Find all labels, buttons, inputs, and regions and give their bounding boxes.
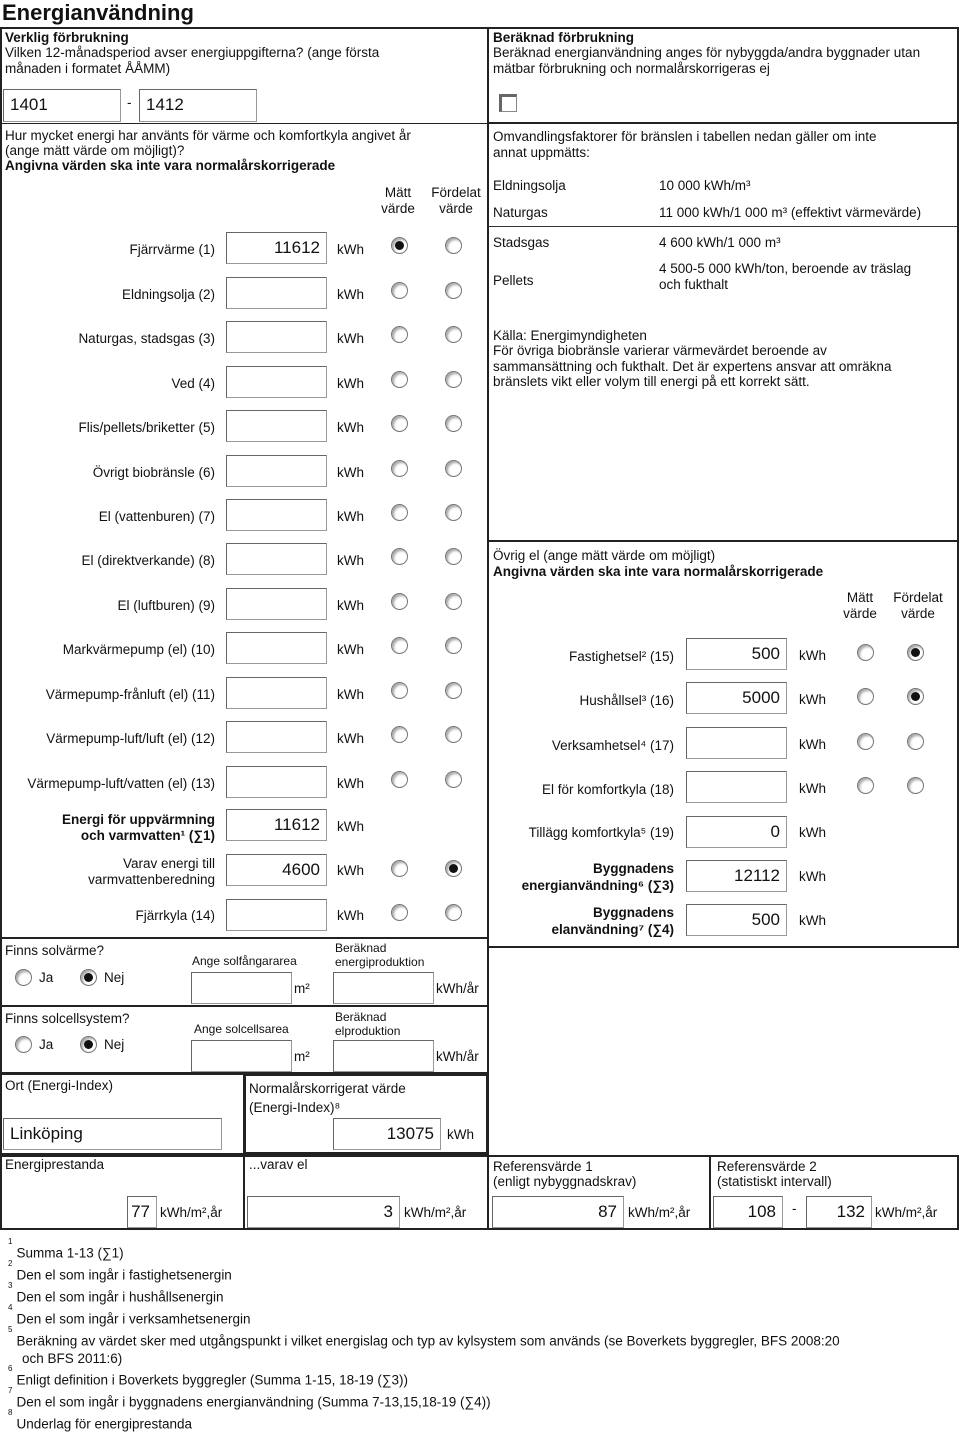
footnote	[8, 1325, 840, 1349]
ovrig-row-unit: kWh	[799, 692, 826, 707]
footnote-number: 4	[8, 1303, 13, 1312]
bygg-energi-unit: kWh	[799, 869, 826, 884]
ovrig-row-matt-radio[interactable]	[857, 688, 874, 705]
row-matt-radio[interactable]	[391, 593, 408, 610]
solcell-area-input[interactable]	[191, 1040, 292, 1072]
energy-note: Angivna värden ska inte vara normalårskorrigerade	[5, 158, 336, 173]
row-input[interactable]	[226, 588, 327, 620]
row-fordelat-radio[interactable]	[445, 593, 462, 610]
solvarme-area-input[interactable]	[191, 972, 292, 1004]
row-matt-radio[interactable]	[391, 771, 408, 788]
varmvatten-unit: kWh	[337, 863, 364, 878]
footnote-text: Enligt definition i Boverkets byggregler (Summa 1-15, 18-19 (∑3))	[16, 1372, 409, 1388]
row-matt-radio[interactable]	[391, 460, 408, 477]
row-label: Markvärmepump (el) (10)	[62, 642, 215, 657]
footnote-text: Den el som ingår i verksamhetsenergin	[16, 1311, 251, 1327]
footnote	[8, 1386, 491, 1410]
varav-el-unit: kWh/m²,år	[404, 1205, 467, 1220]
prestanda-input[interactable]: 77	[127, 1196, 157, 1228]
verklig-question: Vilken 12-månadsperiod avser energiuppgifterna? (ange första månaden i formatet ÅÅMM)	[5, 45, 380, 76]
energy-question: Hur mycket energi har använts för värme och komfortkyla angivet år (ange mätt värde om möjligt)?	[5, 128, 411, 158]
ort-label: Ort (Energi-Index)	[5, 1078, 114, 1093]
ref1-label-2: (enligt nybyggnadskrav)	[493, 1174, 637, 1189]
ref2-to-input[interactable]: 132	[806, 1196, 872, 1228]
row-input[interactable]	[226, 455, 327, 487]
row-input[interactable]	[226, 499, 327, 531]
row-fordelat-radio[interactable]	[445, 548, 462, 565]
ovrig-row-fordelat-radio[interactable]	[907, 777, 924, 794]
row-label: Värmepump-luft/luft (el) (12)	[46, 731, 215, 746]
omv-divider	[487, 226, 959, 227]
row-label: Värmepump-luft/vatten (el) (13)	[27, 776, 215, 791]
beraknad-checkbox[interactable]	[499, 94, 517, 112]
ovrig-row-label: Fastighetsel² (15)	[568, 649, 674, 664]
row-unit: kWh	[337, 598, 364, 613]
row-fordelat-radio[interactable]	[445, 282, 462, 299]
row-matt-radio[interactable]	[391, 637, 408, 654]
row-input[interactable]	[226, 410, 327, 442]
fjarrkyla-matt-radio[interactable]	[391, 904, 408, 921]
ref2-dash: -	[792, 1201, 797, 1216]
normal-label-2: (Energi-Index)⁸	[249, 1100, 341, 1115]
footnote-number: 5	[8, 1325, 13, 1334]
row-input[interactable]	[226, 277, 327, 309]
omv-value-3: 4 500-5 000 kWh/ton, beroende av träslag och fukthalt	[659, 261, 912, 292]
row-fordelat-radio[interactable]	[445, 460, 462, 477]
omv-value-1: 11 000 kWh/1 000 m³ (effektivt värmevärde)	[659, 205, 922, 220]
bygg-el-label-2: elanvändning⁷ (∑4)	[551, 922, 674, 937]
ref1-label-1: Referensvärde 1	[493, 1159, 593, 1174]
varmvatten-label-2: varmvattenberedning	[88, 872, 215, 887]
tillagg-label: Tillägg komfortkyla⁵ (19)	[528, 825, 674, 840]
row-fordelat-radio[interactable]	[445, 237, 462, 254]
omv-source-1: Källa: Energimyndigheten	[493, 328, 647, 343]
row-fordelat-radio[interactable]	[445, 326, 462, 343]
omv-name-1: Naturgas	[493, 205, 548, 220]
bygg-el-label	[552, 904, 674, 938]
solcell-prod-label: Beräknad elproduktion	[335, 1010, 401, 1038]
beraknad-text: Beräknad energianvändning anges för nybyggda/andra byggnader utan mätbar förbrukning och normalårskorrigeras ej	[493, 45, 921, 76]
solcell-divider	[0, 1005, 489, 1007]
fjarrkyla-label: Fjärrkyla (14)	[135, 908, 215, 923]
varmvatten-matt-radio[interactable]	[391, 860, 408, 877]
energi-total-label-2: och varmvatten¹ (∑1)	[80, 828, 215, 843]
bygg-energi-label	[522, 860, 674, 894]
ovrig-row-label: Hushållsel³ (16)	[579, 693, 674, 708]
row-input[interactable]	[226, 321, 327, 353]
row-unit: kWh	[337, 331, 364, 346]
row-matt-radio[interactable]	[391, 237, 408, 254]
row-unit: kWh	[337, 509, 364, 524]
row-input[interactable]	[226, 677, 327, 709]
bygg-el-input[interactable]: 500	[686, 904, 787, 936]
row-fordelat-radio[interactable]	[445, 682, 462, 699]
solcell-nej-label: Nej	[104, 1037, 125, 1052]
row-fordelat-radio[interactable]	[445, 726, 462, 743]
normal-label-1: Normalårskorrigerat värde	[249, 1081, 406, 1096]
normal-input[interactable]: 13075	[333, 1118, 441, 1150]
fjarrkyla-input[interactable]	[226, 899, 327, 931]
footnote-text: Summa 1-13 (∑1)	[16, 1245, 124, 1261]
omvandling-intro: Omvandlingsfaktorer för bränslen i tabellen nedan gäller om inte annat uppmätts:	[493, 129, 877, 160]
ovrig-row-matt-radio[interactable]	[857, 733, 874, 750]
ref2-label-2: (statistiskt intervall)	[717, 1174, 832, 1189]
ovrig-row-fordelat-radio[interactable]	[907, 644, 924, 661]
ovrig-row-matt-radio[interactable]	[857, 777, 874, 794]
row-label: El (luftburen) (9)	[117, 598, 215, 613]
solvarme-question: Finns solvärme?	[5, 943, 105, 958]
ovrig-row-unit: kWh	[799, 737, 826, 752]
ovrig-row-unit: kWh	[799, 648, 826, 663]
ref1-unit: kWh/m²,år	[628, 1205, 691, 1220]
solcell-prod-unit: kWh/år	[436, 1049, 479, 1064]
solvarme-prod-unit: kWh/år	[436, 981, 479, 996]
bygg-energi-label-2: energianvändning⁶ (∑3)	[521, 878, 674, 893]
row-fordelat-radio[interactable]	[445, 415, 462, 432]
footnote-text: Den el som ingår i fastighetsenergin	[16, 1267, 232, 1283]
row-matt-radio[interactable]	[391, 282, 408, 299]
varmvatten-label	[88, 856, 215, 888]
ovrig-row-input[interactable]: 500	[686, 638, 787, 670]
solcell-question: Finns solcellsystem?	[5, 1011, 130, 1026]
ovrig-row-fordelat-radio[interactable]	[907, 733, 924, 750]
bygg-el-label-1: Byggnadens	[592, 905, 674, 920]
row-matt-radio[interactable]	[391, 548, 408, 565]
footnote	[8, 1259, 232, 1283]
solcell-ja-label: Ja	[39, 1037, 54, 1052]
row-input[interactable]	[226, 366, 327, 398]
row-fordelat-radio[interactable]	[445, 371, 462, 388]
omv-name-3: Pellets	[493, 273, 534, 288]
row-unit: kWh	[337, 287, 364, 302]
ovrig-el-heading: Övrig el (ange mätt värde om möjligt)	[493, 548, 716, 563]
footnote-number: 1	[8, 1237, 13, 1246]
ref2-from-input[interactable]: 108	[713, 1196, 783, 1228]
ort-input[interactable]: Linköping	[3, 1118, 222, 1150]
energi-total-unit: kWh	[337, 819, 364, 834]
row-label: Ved (4)	[171, 376, 215, 391]
ovrig-row-matt-radio[interactable]	[857, 644, 874, 661]
row-unit: kWh	[337, 776, 364, 791]
period-from-input[interactable]: 1401	[3, 89, 121, 122]
ovrig-row-input[interactable]	[686, 727, 787, 759]
row-unit: kWh	[337, 242, 364, 257]
omv-source-2: För övriga biobränsle varierar värmevärdet beroende av sammansättning och fukthalt. Det är expertens ansvar att omräkna bränslets vikt eller volym till energi på ett korrekt sätt.	[493, 343, 892, 389]
ref1-input[interactable]: 87	[492, 1196, 624, 1228]
bygg-el-unit: kWh	[799, 913, 826, 928]
fjarrkyla-fordelat-radio[interactable]	[445, 904, 462, 921]
omv-name-0: Eldningsolja	[493, 178, 566, 193]
row-unit: kWh	[337, 420, 364, 435]
row-input[interactable]	[226, 543, 327, 575]
row-label: Eldningsolja (2)	[121, 287, 215, 302]
row-matt-radio[interactable]	[391, 682, 408, 699]
ovrig-col-fordelat: Fördelat värde	[893, 590, 943, 621]
ovrig-row-input[interactable]: 5000	[686, 682, 787, 714]
row-label: El (direktverkande) (8)	[81, 553, 215, 568]
footnote	[8, 1350, 122, 1366]
footnote-number: 3	[8, 1281, 13, 1290]
fjarrkyla-unit: kWh	[337, 908, 364, 923]
ovrig-row-fordelat-radio[interactable]	[907, 688, 924, 705]
row-matt-radio[interactable]	[391, 504, 408, 521]
row-matt-radio[interactable]	[391, 371, 408, 388]
row-unit: kWh	[337, 731, 364, 746]
varmvatten-label-1: Varav energi till	[122, 856, 215, 871]
solcell-ja-radio[interactable]	[15, 1036, 32, 1053]
footnote-text: Beräkning av värdet sker med utgångspunkt i vilket energislag och typ av kylsystem som används (se Boverkets byggregler, BFS 2008:20	[16, 1333, 840, 1349]
beraknad-heading: Beräknad förbrukning	[493, 30, 635, 45]
row-unit: kWh	[337, 553, 364, 568]
omv-value-2: 4 600 kWh/1 000 m³	[659, 235, 781, 250]
ref2-unit: kWh/m²,år	[875, 1205, 938, 1220]
solvarme-area-unit: m²	[294, 981, 310, 996]
row-matt-radio[interactable]	[391, 726, 408, 743]
tillagg-unit: kWh	[799, 825, 826, 840]
ovrig-el-sub: Angivna värden ska inte vara normalårskorrigerade	[493, 564, 824, 579]
row-unit: kWh	[337, 376, 364, 391]
solvarme-prod-label: Beräknad energiproduktion	[335, 941, 425, 969]
varav-el-label: ...varav el	[249, 1157, 308, 1172]
solcell-area-label: Ange solcellsarea	[194, 1022, 289, 1036]
row-label: Naturgas, stadsgas (3)	[78, 331, 215, 346]
row-label: El (vattenburen) (7)	[98, 509, 215, 524]
solvarme-ja-label: Ja	[39, 970, 54, 985]
bygg-energi-input[interactable]: 12112	[686, 860, 787, 892]
col-matt: Mätt värde	[381, 185, 415, 216]
row-fordelat-radio[interactable]	[445, 637, 462, 654]
row-matt-radio[interactable]	[391, 326, 408, 343]
ovrig-row-unit: kWh	[799, 781, 826, 796]
footnote	[8, 1237, 124, 1261]
footnote-text: och BFS 2011:6)	[22, 1350, 123, 1366]
solvarme-prod-input[interactable]	[333, 972, 434, 1004]
normal-unit: kWh	[447, 1127, 474, 1142]
solcell-nej-radio[interactable]	[80, 1036, 97, 1053]
ovrig-row-label: El för komfortkyla (18)	[541, 782, 674, 797]
tillagg-input[interactable]: 0	[686, 816, 787, 848]
varmvatten-fordelat-radio[interactable]	[445, 860, 462, 877]
footnote-number: 7	[8, 1386, 13, 1395]
footnote-text: Den el som ingår i hushållsenergin	[16, 1289, 224, 1305]
row-unit: kWh	[337, 465, 364, 480]
solvarme-ja-radio[interactable]	[15, 969, 32, 986]
footnote-text: Underlag för energiprestanda	[16, 1416, 193, 1432]
varav-el-input[interactable]: 3	[247, 1196, 400, 1228]
solvarme-nej-radio[interactable]	[80, 969, 97, 986]
row-input[interactable]	[226, 766, 327, 798]
ovrig-row-input[interactable]	[686, 771, 787, 803]
footnote	[8, 1281, 224, 1305]
period-to-input[interactable]: 1412	[139, 89, 257, 122]
solcell-area-unit: m²	[294, 1049, 310, 1064]
omv-name-2: Stadsgas	[493, 235, 550, 250]
row-input[interactable]	[226, 721, 327, 753]
omv-value-0: 10 000 kWh/m³	[659, 178, 751, 193]
row-input[interactable]: 11612	[226, 232, 327, 264]
footnote-number: 8	[8, 1408, 13, 1417]
footnote-text: Den el som ingår i byggnadens energianvändning (Summa 7-13,15,18-19 (∑4))	[16, 1394, 491, 1410]
col-fordelat: Fördelat värde	[431, 185, 481, 216]
row-label: Värmepump-frånluft (el) (11)	[45, 687, 215, 702]
prestanda-unit: kWh/m²,år	[160, 1205, 223, 1220]
bygg-energi-label-1: Byggnadens	[592, 861, 674, 876]
period-dash: -	[127, 95, 132, 110]
ovrig-row-label: Verksamhetsel⁴ (17)	[551, 738, 674, 753]
footnote	[8, 1364, 409, 1388]
footnote	[8, 1408, 193, 1432]
row-input[interactable]	[226, 632, 327, 664]
row-matt-radio[interactable]	[391, 415, 408, 432]
varmvatten-input[interactable]: 4600	[226, 854, 327, 886]
solcell-prod-input[interactable]	[333, 1040, 434, 1072]
row-label: Fjärrvärme (1)	[129, 242, 215, 257]
energi-total-input[interactable]: 11612	[226, 809, 327, 841]
row-fordelat-radio[interactable]	[445, 771, 462, 788]
footnote-number: 2	[8, 1259, 13, 1268]
prestanda-label: Energiprestanda	[5, 1157, 105, 1172]
row-unit: kWh	[337, 687, 364, 702]
solvarme-divider	[0, 937, 489, 939]
ref2-label-1: Referensvärde 2	[717, 1159, 817, 1174]
energi-total-label	[62, 812, 215, 844]
row-label: Övrigt biobränsle (6)	[92, 465, 215, 480]
solvarme-area-label: Ange solfångararea	[192, 954, 297, 968]
energi-total-label-1: Energi för uppvärmning	[61, 812, 215, 827]
solvarme-nej-label: Nej	[104, 970, 125, 985]
row-label: Flis/pellets/briketter (5)	[78, 420, 215, 435]
ovrig-col-matt: Mätt värde	[843, 590, 877, 621]
row-fordelat-radio[interactable]	[445, 504, 462, 521]
page-title: Energianvändning	[2, 0, 194, 25]
row-unit: kWh	[337, 642, 364, 657]
verklig-heading: Verklig förbrukning	[5, 30, 129, 45]
footnote-number: 6	[8, 1364, 13, 1373]
footnote	[8, 1303, 251, 1327]
